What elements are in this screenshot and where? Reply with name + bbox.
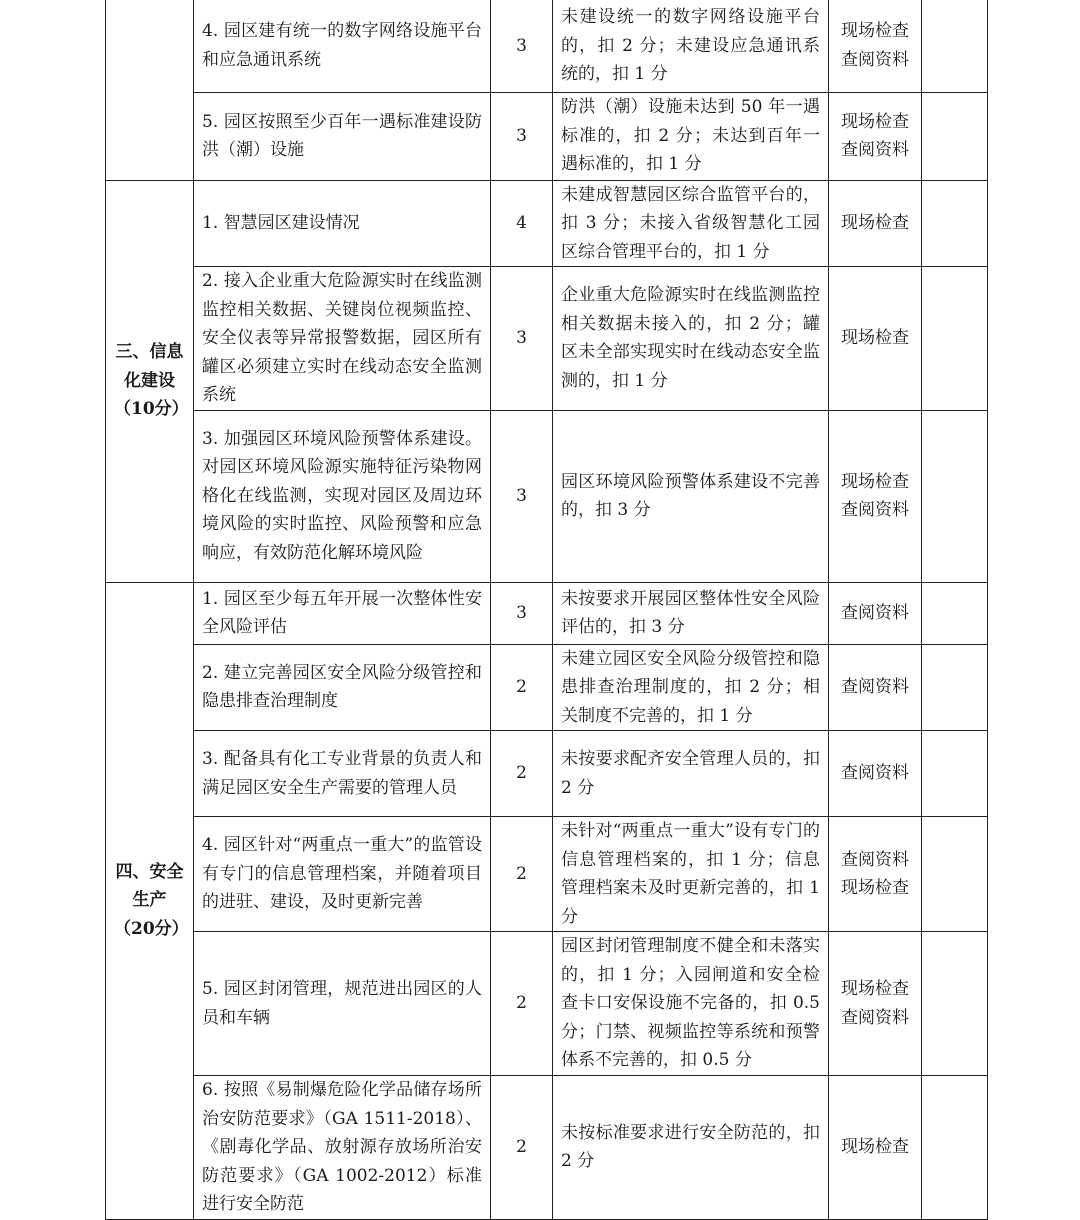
method-cell: 现场检查 查阅资料 (829, 410, 922, 582)
note-cell (922, 1076, 988, 1220)
table-row (106, 817, 988, 932)
standard-cell: 5. 园区按照至少百年一遇标准建设防洪（潮）设施 (194, 92, 491, 180)
table-row (106, 1076, 988, 1220)
category-cell-info: 三、信息化建设（10分） (106, 180, 194, 582)
standard-cell: 4. 园区针对“两重点一重大”的监管设有专门的信息管理档案，并随着项目的进驻、建设，及时更新完善 (194, 817, 491, 932)
table-row (106, 267, 988, 411)
method-cell: 查阅资料 (829, 582, 922, 644)
table-row (106, 410, 988, 582)
note-cell (922, 932, 988, 1076)
table-row (106, 932, 988, 1076)
score-cell: 3 (491, 0, 553, 92)
standard-cell: 3. 加强园区环境风险预警体系建设。对园区环境风险源实施特征污染物网格化在线监测，实现对园区及周边环境风险的实时监控、风险预警和应急响应，有效防范化解环境风险 (194, 410, 491, 582)
table-row (106, 180, 988, 267)
deduction-cell: 未按要求开展园区整体性安全风险评估的，扣 3 分 (553, 582, 829, 644)
note-cell (922, 582, 988, 644)
score-cell: 3 (491, 267, 553, 411)
deduction-cell: 园区环境风险预警体系建设不完善的，扣 3 分 (553, 410, 829, 582)
note-cell (922, 267, 988, 411)
note-cell (922, 817, 988, 932)
evaluation-table (105, 0, 988, 1220)
method-cell: 查阅资料 现场检查 (829, 817, 922, 932)
table-row (106, 644, 988, 731)
score-cell: 3 (491, 582, 553, 644)
category-cell-safety: 四、安全生产（20分） (106, 582, 194, 1219)
score-cell: 2 (491, 817, 553, 932)
method-cell: 现场检查 (829, 180, 922, 267)
note-cell (922, 92, 988, 180)
score-cell: 2 (491, 932, 553, 1076)
standard-cell: 6. 按照《易制爆危险化学品储存场所治安防范要求》（GA 1511-2018）、《剧毒化学品、放射源存放场所治安防范要求》（GA 1002-2012）标准进行安全防范 (194, 1076, 491, 1220)
score-cell: 2 (491, 1076, 553, 1220)
score-cell: 2 (491, 731, 553, 817)
deduction-cell: 防洪（潮）设施未达到 50 年一遇标准的，扣 2 分；未达到百年一遇标准的，扣 1 分 (553, 92, 829, 180)
deduction-cell: 未建成智慧园区综合监管平台的，扣 3 分；未接入省级智慧化工园区综合管理平台的，扣 1 分 (553, 180, 829, 267)
method-cell: 现场检查 (829, 267, 922, 411)
score-cell: 3 (491, 92, 553, 180)
note-cell (922, 731, 988, 817)
note-cell (922, 644, 988, 731)
table-row (106, 92, 988, 180)
standard-cell: 5. 园区封闭管理，规范进出园区的人员和车辆 (194, 932, 491, 1076)
method-cell: 现场检查 查阅资料 (829, 0, 922, 92)
score-cell: 4 (491, 180, 553, 267)
method-cell: 现场检查 查阅资料 (829, 932, 922, 1076)
standard-cell: 3. 配备具有化工专业背景的负责人和满足园区安全生产需要的管理人员 (194, 731, 491, 817)
deduction-cell: 园区封闭管理制度不健全和未落实的，扣 1 分；入园闸道和安全检查卡口安保设施不完备的，扣 0.5 分；门禁、视频监控等系统和预警体系不完善的，扣 0.5 分 (553, 932, 829, 1076)
category-cell-continued (106, 0, 194, 180)
deduction-cell: 未针对“两重点一重大”设有专门的信息管理档案的，扣 1 分；信息管理档案未及时更新完善的，扣 1 分 (553, 817, 829, 932)
standard-cell: 1. 智慧园区建设情况 (194, 180, 491, 267)
method-cell: 查阅资料 (829, 644, 922, 731)
method-cell: 现场检查 (829, 1076, 922, 1220)
deduction-cell: 未建设统一的数字网络设施平台的，扣 2 分；未建设应急通讯系统的，扣 1 分 (553, 0, 829, 92)
standard-cell: 1. 园区至少每五年开展一次整体性安全风险评估 (194, 582, 491, 644)
deduction-cell: 未建立园区安全风险分级管控和隐患排查治理制度的，扣 2 分；相关制度不完善的，扣 1 分 (553, 644, 829, 731)
score-cell: 3 (491, 410, 553, 582)
table-row (106, 0, 988, 92)
note-cell (922, 180, 988, 267)
standard-cell: 2. 建立完善园区安全风险分级管控和隐患排查治理制度 (194, 644, 491, 731)
standard-cell: 2. 接入企业重大危险源实时在线监测监控相关数据、关键岗位视频监控、安全仪表等异常报警数据，园区所有罐区必须建立实时在线动态安全监测系统 (194, 267, 491, 411)
method-cell: 现场检查 查阅资料 (829, 92, 922, 180)
table-row (106, 731, 988, 817)
deduction-cell: 未按标准要求进行安全防范的，扣 2 分 (553, 1076, 829, 1220)
score-cell: 2 (491, 644, 553, 731)
deduction-cell: 企业重大危险源实时在线监测监控相关数据未接入的，扣 2 分；罐区未全部实现实时在线动态安全监测的，扣 1 分 (553, 267, 829, 411)
table-row (106, 582, 988, 644)
note-cell (922, 0, 988, 92)
note-cell (922, 410, 988, 582)
standard-cell: 4. 园区建有统一的数字网络设施平台和应急通讯系统 (194, 0, 491, 92)
method-cell: 查阅资料 (829, 731, 922, 817)
deduction-cell: 未按要求配齐安全管理人员的，扣 2 分 (553, 731, 829, 817)
